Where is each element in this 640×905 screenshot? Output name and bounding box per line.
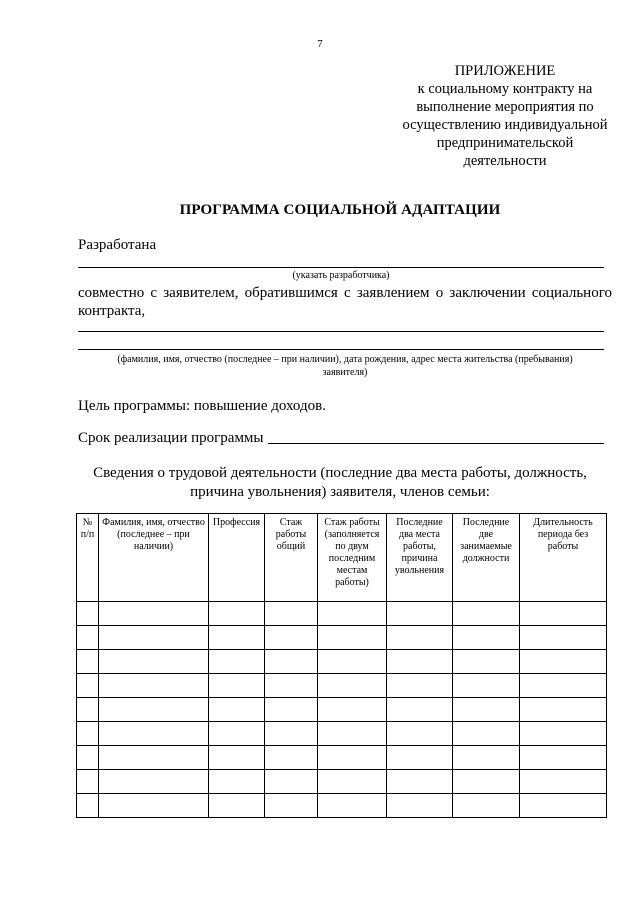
table-cell[interactable]	[99, 770, 209, 794]
table-cell[interactable]	[77, 746, 99, 770]
table-cell[interactable]	[318, 650, 387, 674]
section-heading-line: Сведения о трудовой деятельности (последние два места работы, должность,	[93, 465, 587, 481]
table-cell[interactable]	[520, 770, 607, 794]
applicant-caption-line: заявителя)	[322, 367, 368, 378]
appendix-line: ПРИЛОЖЕНИЕ	[454, 63, 556, 79]
table-cell[interactable]	[209, 722, 265, 746]
table-cell[interactable]	[99, 602, 209, 626]
table-cell[interactable]	[453, 650, 520, 674]
column-header-last-positions: Последние две занимаемые должности	[453, 514, 520, 602]
table-cell[interactable]	[387, 770, 453, 794]
table-cell[interactable]	[387, 698, 453, 722]
table-cell[interactable]	[77, 602, 99, 626]
table-cell[interactable]	[318, 674, 387, 698]
table-cell[interactable]	[99, 698, 209, 722]
table-cell[interactable]	[520, 746, 607, 770]
appendix-line: выполнение мероприятия по	[416, 99, 594, 115]
appendix-line: предпринимательской	[436, 135, 574, 151]
table-cell[interactable]	[387, 650, 453, 674]
table-cell[interactable]	[99, 722, 209, 746]
table-cell[interactable]	[520, 722, 607, 746]
table-cell[interactable]	[453, 602, 520, 626]
term-fill-line[interactable]	[268, 443, 604, 444]
table-cell[interactable]	[265, 674, 318, 698]
table-cell[interactable]	[265, 794, 318, 818]
table-cell[interactable]	[209, 794, 265, 818]
table-cell[interactable]	[520, 650, 607, 674]
table-cell[interactable]	[99, 626, 209, 650]
table-cell[interactable]	[453, 626, 520, 650]
table-row	[77, 722, 607, 746]
appendix-line: осуществлению индивидуальной	[402, 117, 608, 133]
table-cell[interactable]	[77, 770, 99, 794]
applicant-fill-line-2[interactable]	[78, 349, 604, 350]
table-cell[interactable]	[453, 746, 520, 770]
work-history-table	[76, 513, 607, 818]
table-row	[77, 602, 607, 626]
table-cell[interactable]	[99, 746, 209, 770]
table-cell[interactable]	[387, 674, 453, 698]
table-cell[interactable]	[265, 722, 318, 746]
table-cell[interactable]	[209, 650, 265, 674]
table-cell[interactable]	[318, 794, 387, 818]
table-cell[interactable]	[209, 674, 265, 698]
table-cell[interactable]	[265, 698, 318, 722]
table-cell[interactable]	[318, 626, 387, 650]
goal-text: Цель программы: повышение доходов.	[78, 398, 326, 414]
table-cell[interactable]	[209, 746, 265, 770]
table-cell[interactable]	[318, 770, 387, 794]
column-header-profession: Профессия	[209, 514, 265, 602]
table-cell[interactable]	[453, 794, 520, 818]
table-cell[interactable]	[99, 674, 209, 698]
table-body	[77, 602, 607, 818]
column-header-name: Фамилия, имя, отчество (последнее – при наличии)	[99, 514, 209, 602]
table-cell[interactable]	[387, 794, 453, 818]
table-cell[interactable]	[77, 650, 99, 674]
table-cell[interactable]	[209, 770, 265, 794]
table-cell[interactable]	[265, 602, 318, 626]
table-cell[interactable]	[520, 602, 607, 626]
column-header-recent-experience: Стаж работы (заполняется по двум последним местам работы)	[318, 514, 387, 602]
table-cell[interactable]	[520, 626, 607, 650]
table-cell[interactable]	[209, 698, 265, 722]
table-cell[interactable]	[453, 722, 520, 746]
applicant-fill-line-1[interactable]	[78, 331, 604, 332]
section-heading-line: причина увольнения) заявителя, членов семьи:	[190, 484, 490, 500]
column-header-unemployment-period: Длительность периода без работы	[520, 514, 607, 602]
table-cell[interactable]	[453, 698, 520, 722]
appendix-header	[380, 62, 630, 170]
section-heading	[60, 464, 620, 502]
table-cell[interactable]	[520, 674, 607, 698]
table-cell[interactable]	[77, 794, 99, 818]
developer-caption: (указать разработчика)	[292, 270, 390, 281]
table-row	[77, 770, 607, 794]
table-cell[interactable]	[318, 746, 387, 770]
table-cell[interactable]	[77, 698, 99, 722]
table-cell[interactable]	[265, 626, 318, 650]
developed-label: Разработана	[78, 237, 157, 253]
table-cell[interactable]	[77, 674, 99, 698]
table-cell[interactable]	[453, 770, 520, 794]
appendix-line: деятельности	[463, 153, 547, 169]
table-cell[interactable]	[387, 626, 453, 650]
appendix-line: к социальному контракту на	[417, 81, 593, 97]
applicant-caption-line: (фамилия, имя, отчество (последнее – при наличии), дата рождения, адрес места жительства (пребывания)	[117, 354, 573, 365]
table-cell[interactable]	[520, 794, 607, 818]
applicant-caption	[90, 353, 600, 379]
document-title: ПРОГРАММА СОЦИАЛЬНОЙ АДАПТАЦИИ	[179, 202, 501, 218]
table-header-row	[77, 514, 607, 602]
developer-fill-line[interactable]	[78, 267, 604, 268]
table-cell[interactable]	[387, 722, 453, 746]
together-text: совместно с заявителем, обратившимся с заявлением о заключении социального контракта,	[78, 285, 612, 319]
page-number: 7	[317, 38, 323, 50]
table-cell[interactable]	[209, 602, 265, 626]
table-cell[interactable]	[453, 674, 520, 698]
table-row	[77, 626, 607, 650]
table-cell[interactable]	[318, 602, 387, 626]
table-cell[interactable]	[265, 746, 318, 770]
table-cell[interactable]	[520, 698, 607, 722]
term-label: Срок реализации программы	[78, 430, 264, 446]
column-header-number: № п/п	[77, 514, 99, 602]
column-header-total-experience: Стаж работы общий	[265, 514, 318, 602]
table-row	[77, 794, 607, 818]
table-row	[77, 674, 607, 698]
table-cell[interactable]	[209, 626, 265, 650]
table-cell[interactable]	[99, 794, 209, 818]
table-cell[interactable]	[99, 650, 209, 674]
table-cell[interactable]	[77, 722, 99, 746]
table-row	[77, 698, 607, 722]
column-header-last-workplaces: Последние два места работы, причина увольнения	[387, 514, 453, 602]
table-cell[interactable]	[265, 770, 318, 794]
table-row	[77, 650, 607, 674]
table-cell[interactable]	[387, 602, 453, 626]
table-cell[interactable]	[387, 746, 453, 770]
table-row	[77, 746, 607, 770]
table-cell[interactable]	[318, 698, 387, 722]
table-cell[interactable]	[318, 722, 387, 746]
table-cell[interactable]	[265, 650, 318, 674]
table-cell[interactable]	[77, 626, 99, 650]
